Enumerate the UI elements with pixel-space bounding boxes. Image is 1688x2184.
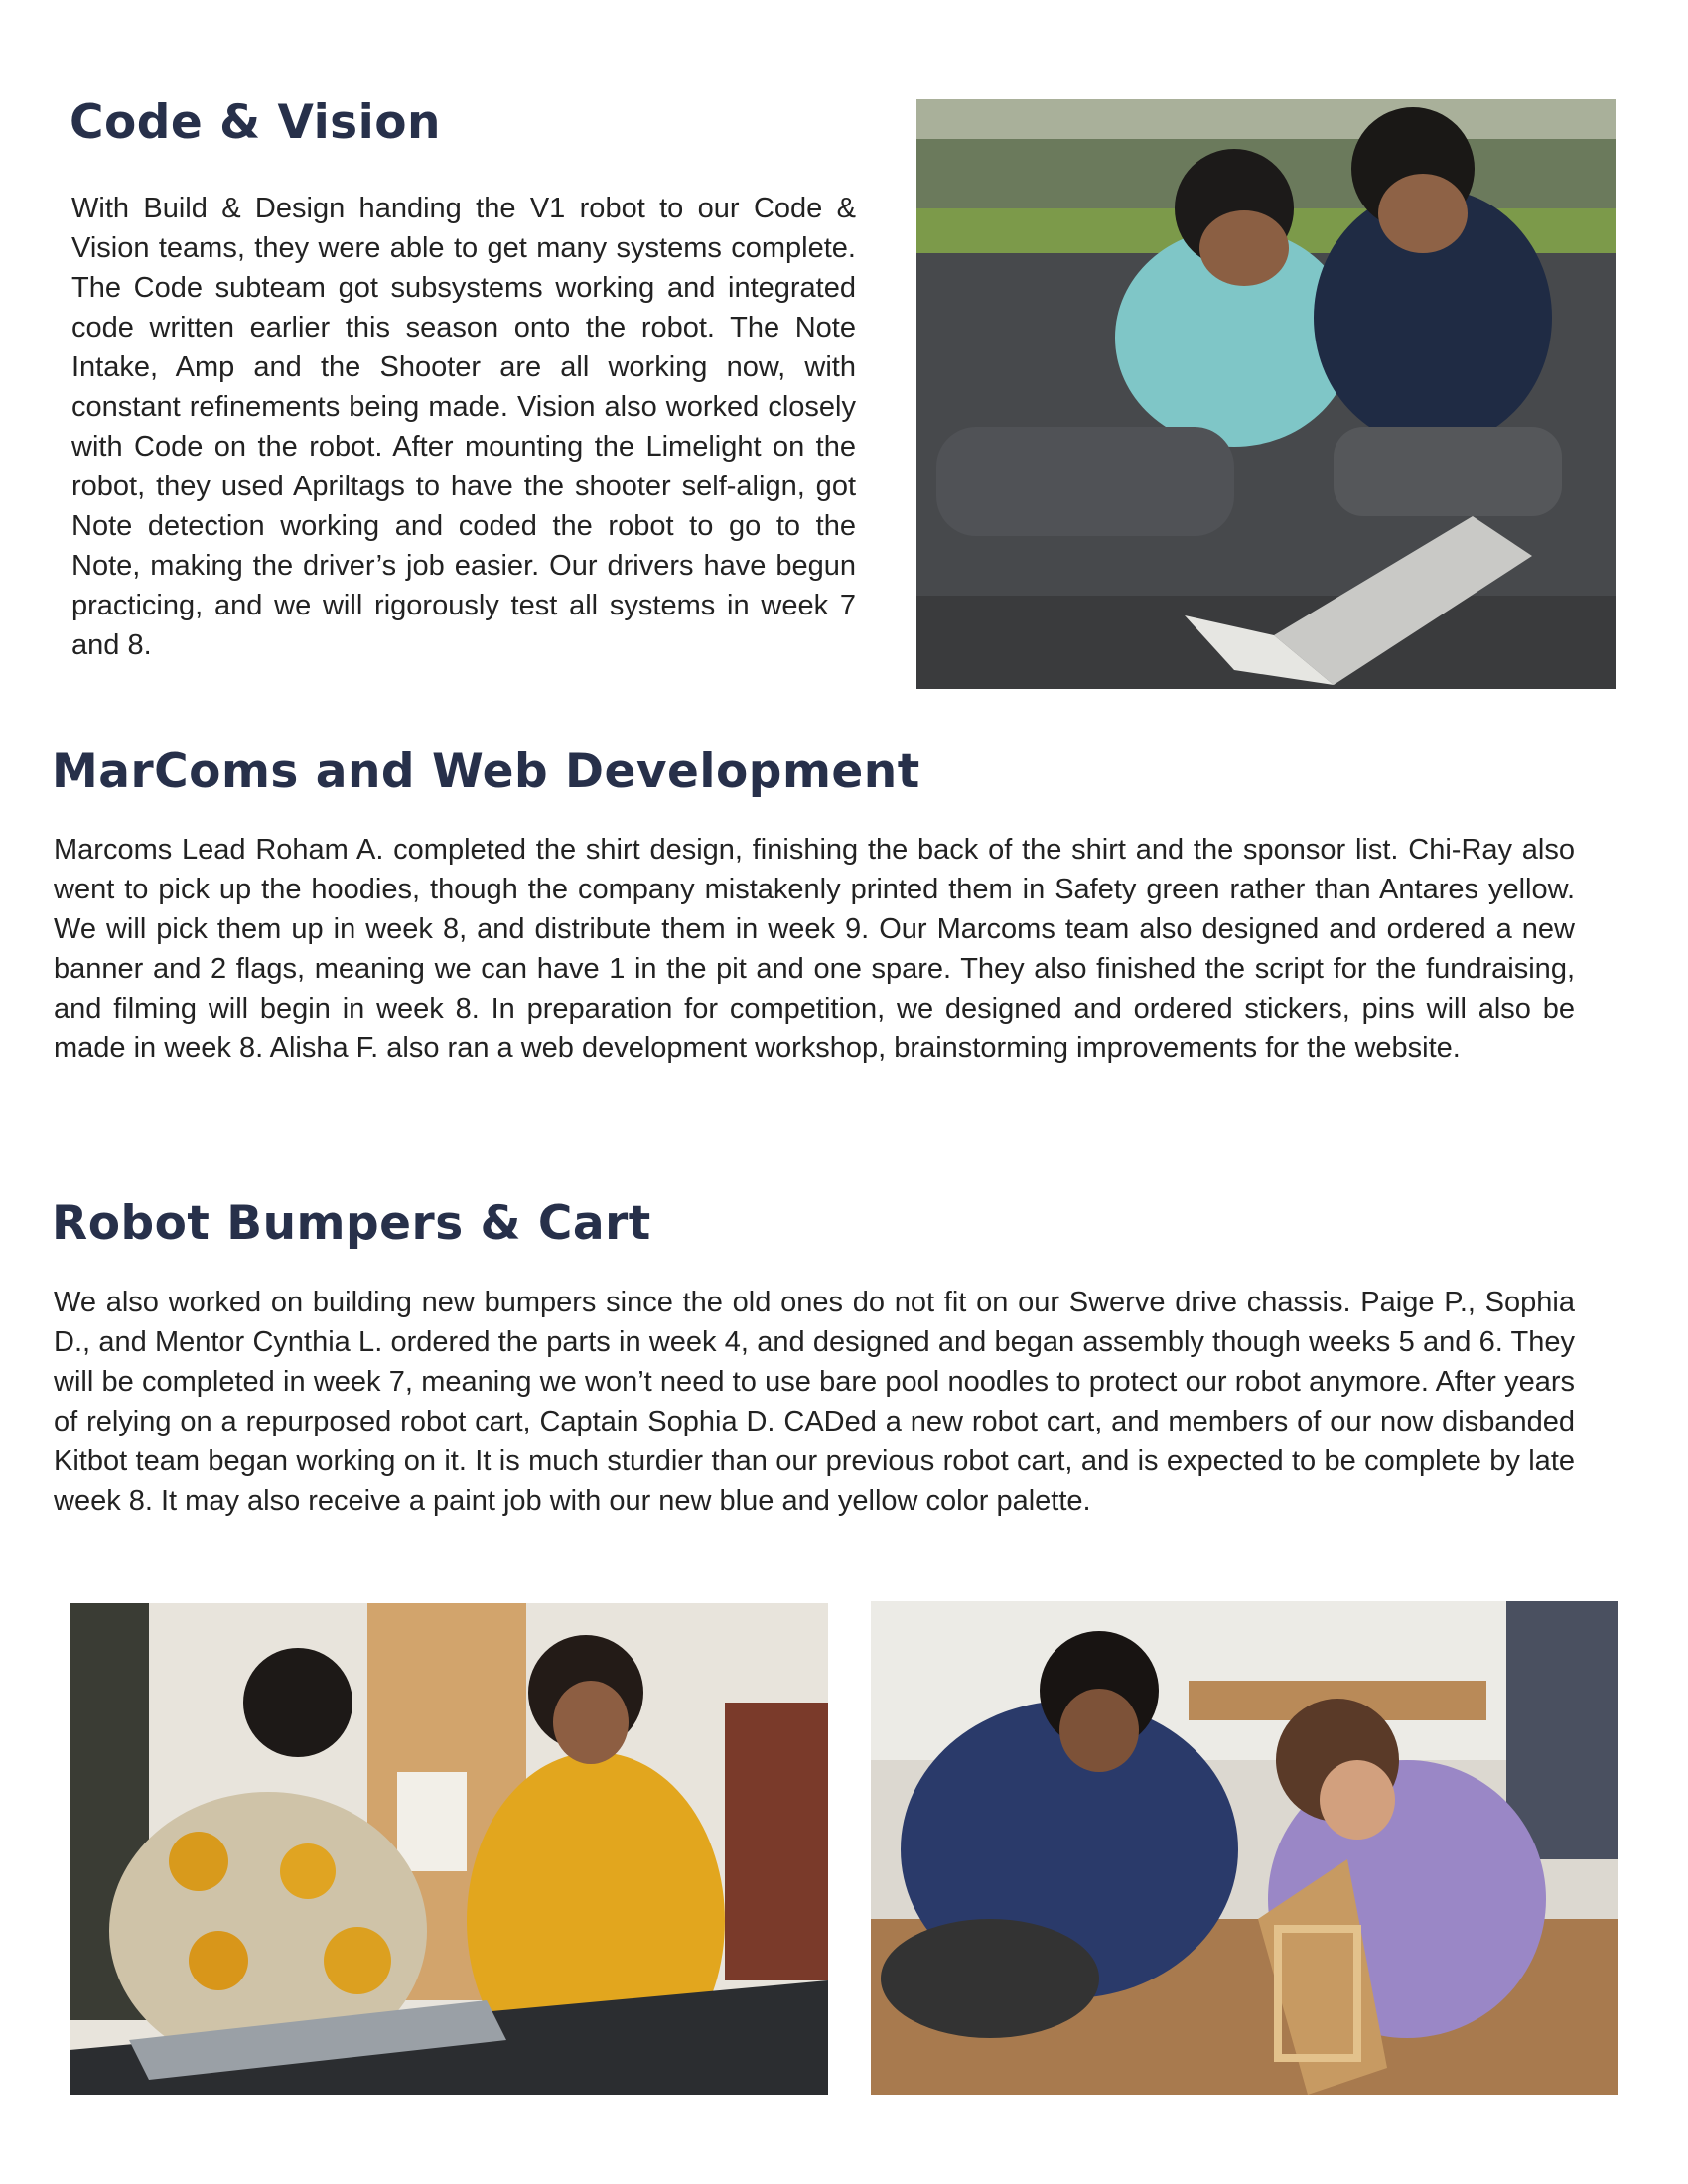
- section-body-marcoms: Marcoms Lead Roham A. completed the shirt design, finishing the back of the shirt and the sponsor list. Chi-Ray also went to pick up the hoodies, though the company mistakenly printed them in Safety green rather than Antares yellow. We will pick them up in week 8, and distribute them in week 9. Our Marcoms team also designed and ordered a new banner and 2 flags, meaning we can have 1 in the pit and one spare. They also finished the script for the fundraising, and filming will begin in week 8. In preparation for competition, we designed and ordered stickers, pins will also be made in week 8. Alisha F. also ran a web development workshop, brainstorming improvements for the website.: [54, 834, 1575, 1064]
- photo-students-building-cart: [871, 1601, 1618, 2095]
- photo-students-assembling: [70, 1603, 828, 2095]
- section-title-marcoms: MarComs and Web Development: [52, 745, 920, 799]
- section-body-code-vision: With Build & Design handing the V1 robot to our Code & Vision teams, they were able to get many systems complete. The Code subteam got subsystems working and integrated code written earlier this season onto the robot. The Note Intake, Amp and the Shooter are all working now, with constant refinements being made. Vision also worked closely with Code on the robot. After mounting the Limelight on the robot, they used Apriltags to have the shooter self-align, got Note detection working and coded the robot to go to the Note, making the driver’s job easier. Our drivers have begun practicing, and we will rigorously test all systems in week 7 and 8.: [71, 193, 856, 661]
- section-title-code-vision: Code & Vision: [70, 95, 442, 150]
- photo-students-laptop: [916, 99, 1616, 689]
- section-body-bumpers-cart: We also worked on building new bumpers since the old ones do not fit on our Swerve drive chassis. Paige P., Sophia D., and Mentor Cynthia L. ordered the parts in week 4, and designed and began assembly though weeks 5 and 6. They will be completed in week 7, meaning we won’t need to use bare pool noodles to protect our robot anymore. After years of relying on a repurposed robot cart, Captain Sophia D. CADed a new robot cart, and members of our now disbanded Kitbot team began working on it. It is much sturdier than our previous robot cart, and is expected to be complete by late week 8. It may also receive a paint job with our new blue and yellow color palette.: [54, 1287, 1575, 1517]
- section-title-bumpers-cart: Robot Bumpers & Cart: [52, 1196, 651, 1251]
